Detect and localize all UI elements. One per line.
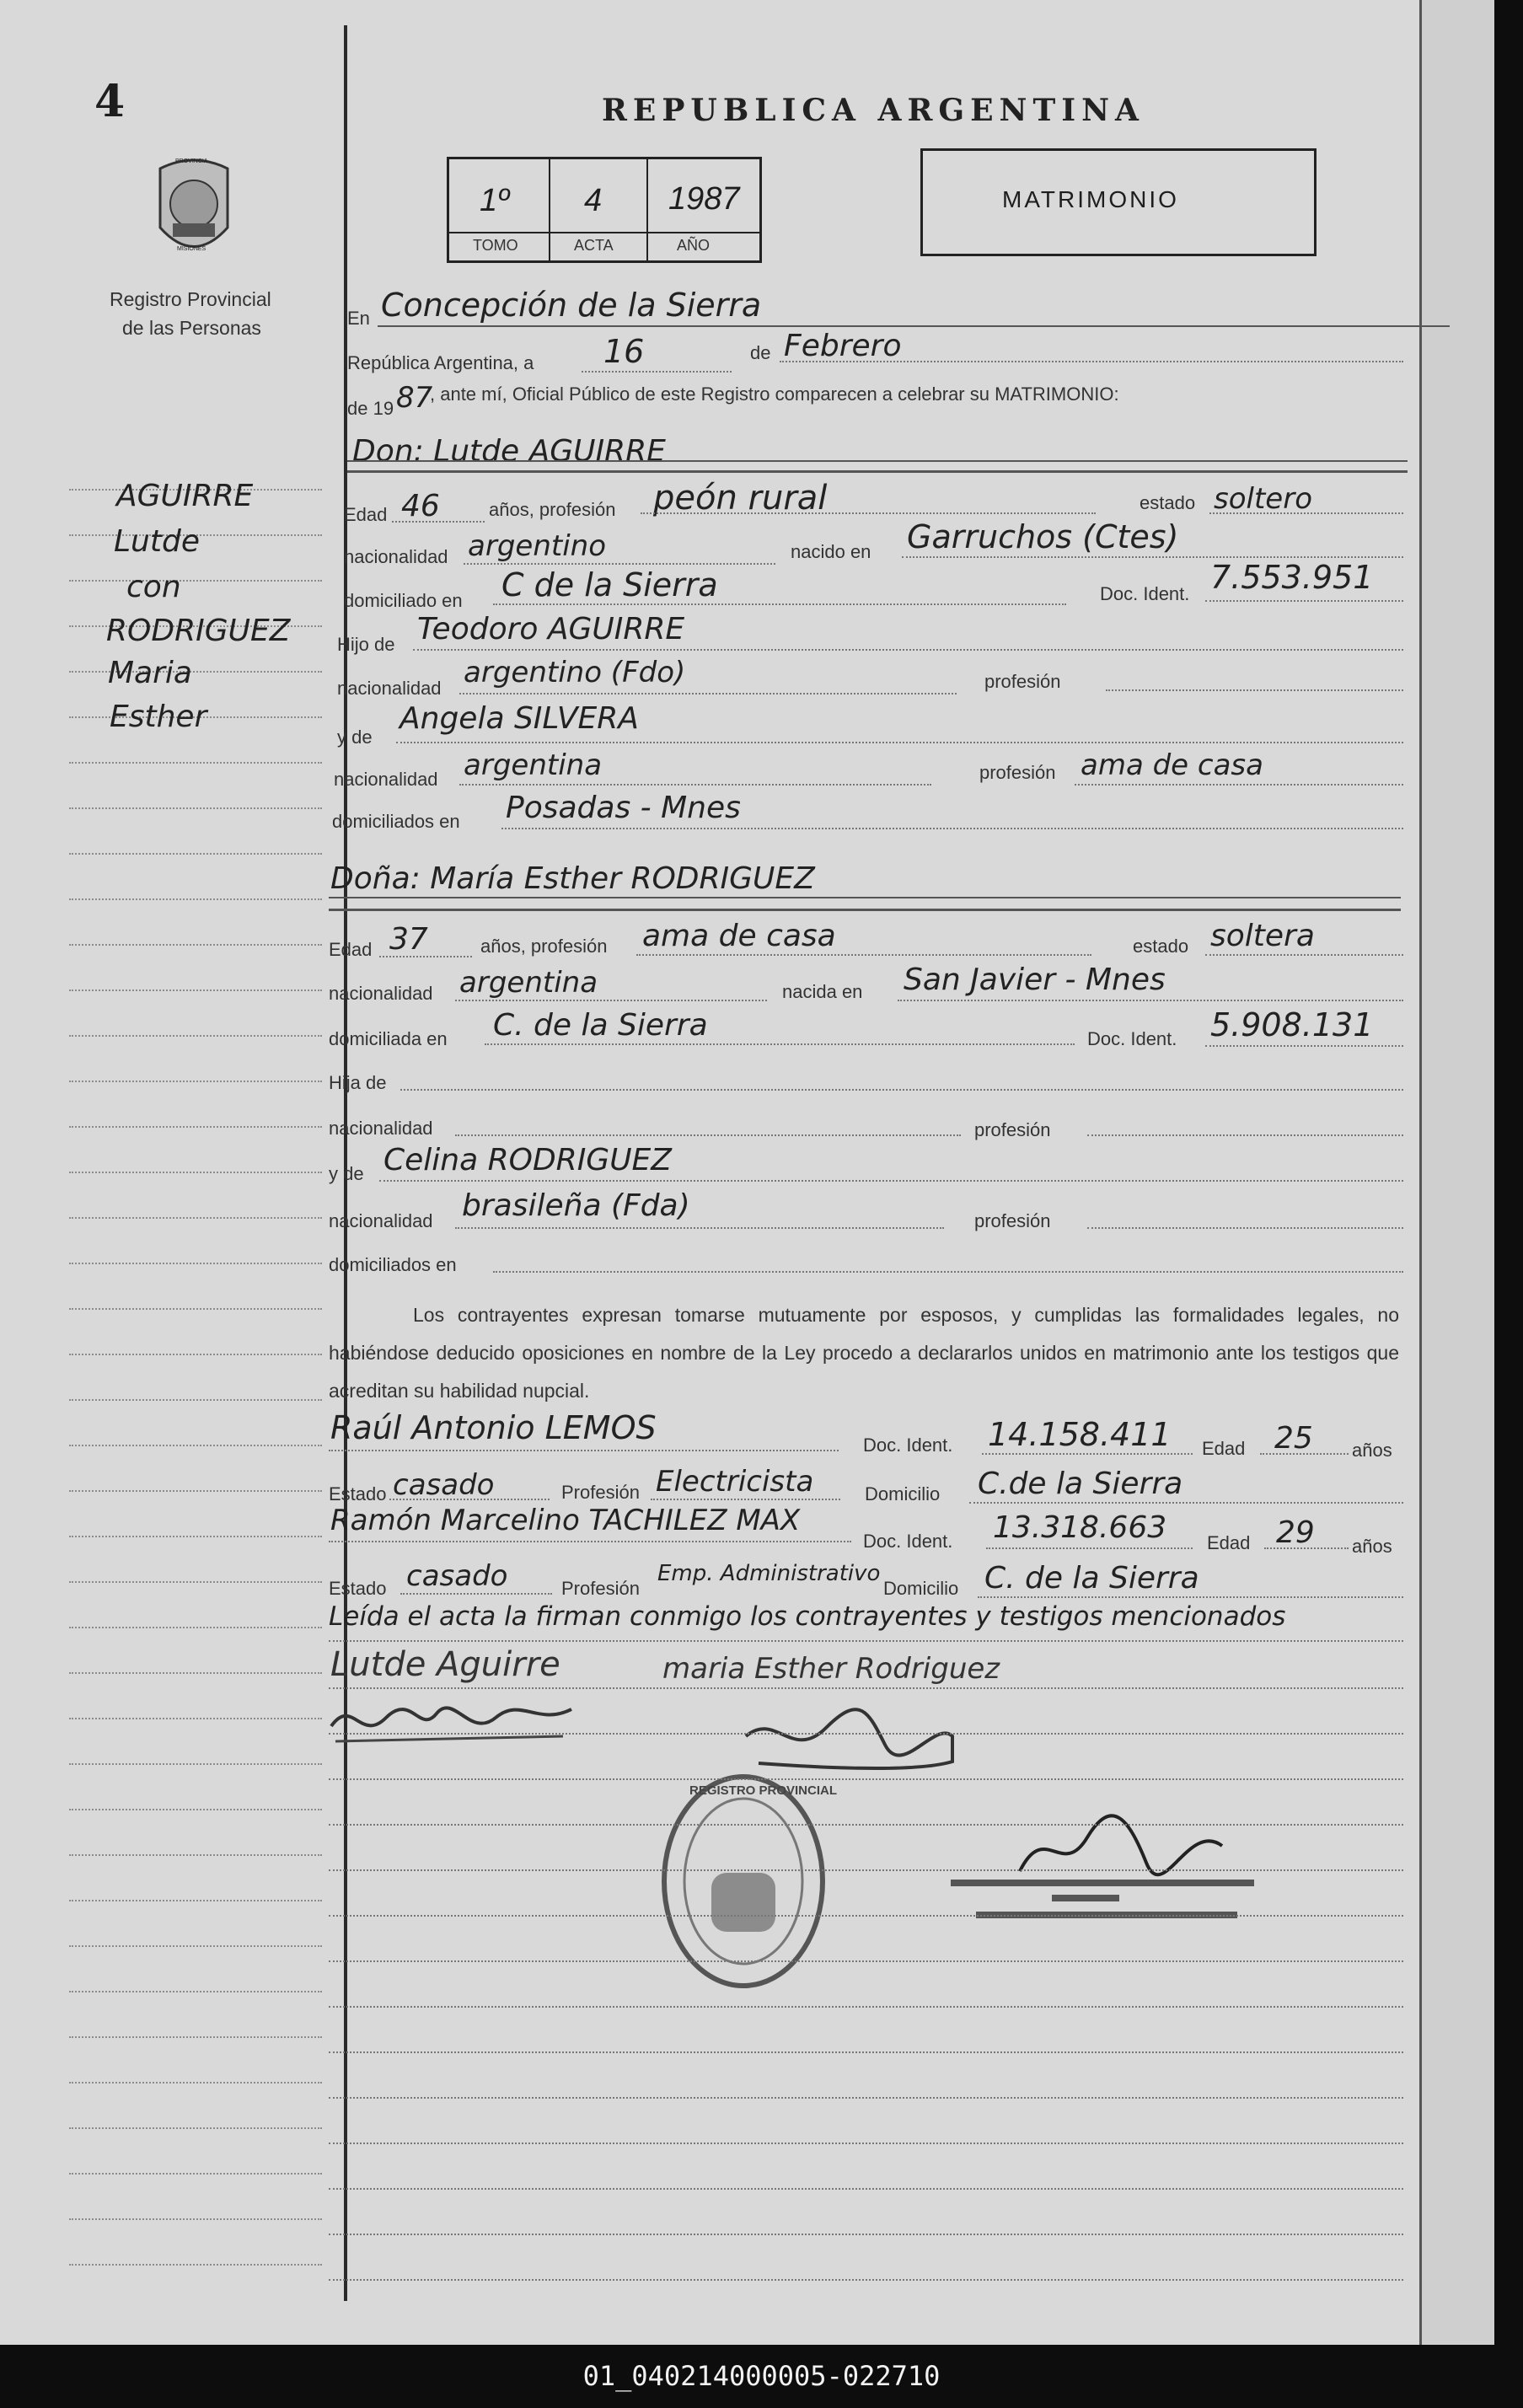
bride-hija-label: Hija de	[329, 1072, 387, 1093]
officer-stamp-text	[951, 1874, 1254, 1933]
margin-ruled-line	[69, 1809, 322, 1810]
groom-doc-label: Doc. Ident.	[1100, 583, 1190, 604]
declaration-text: Los contrayentes expresan tomarse mutuamente por esposos, y cumplidas las formalidades legales, no habiéndose deducido oposiciones en nombre de la Ley procedo a declararlos unidos en matrimonio ante los testigos que acreditan su habilidad nupcial.	[329, 1304, 1399, 1402]
groom-doc: 7.553.951	[1210, 559, 1374, 596]
groom-dom-label: domiciliado en	[344, 590, 463, 611]
groom-name: Don: Lutde AGUIRRE	[352, 434, 666, 469]
margin-ruled-line	[69, 989, 322, 991]
groom-mother-nac-label: nacionalidad	[334, 769, 438, 790]
acta-value: 4	[584, 183, 603, 218]
margin-ruled-line	[69, 1536, 322, 1537]
margin-ruled-line	[69, 2036, 322, 2038]
witness2-profession: Emp. Administrativo	[657, 1561, 881, 1586]
body-ruled-line	[329, 2279, 1403, 2281]
bride-profession: ama de casa	[642, 919, 836, 953]
witness2-anios-label: años	[1352, 1536, 1392, 1557]
groom-father-prof-label: profesión	[984, 671, 1061, 692]
witness2-doc-label: Doc. Ident.	[863, 1531, 953, 1552]
stamp-text: REGISTRO PROVINCIAL	[689, 1783, 838, 1798]
body-ruled-line	[329, 1869, 1403, 1871]
tomo-value: 1º	[480, 183, 510, 218]
witness1-status: casado	[393, 1468, 495, 1502]
witness1-age: 25	[1274, 1421, 1313, 1456]
groom-birthplace: Garruchos (Ctes)	[907, 518, 1179, 555]
bride-edad-label: Edad	[329, 939, 373, 960]
body-ruled-line	[329, 1733, 1403, 1735]
bride-birthplace: San Javier - Mnes	[904, 963, 1166, 997]
seal-text-misiones: MISIONES	[177, 246, 206, 252]
margin-ruled-line	[69, 944, 322, 946]
body-ruled-line	[329, 1960, 1403, 1962]
margin-ruled-line	[69, 1399, 322, 1401]
margin-ruled-line	[69, 1991, 322, 1992]
signature-witness1	[327, 1692, 580, 1756]
margin-name-line: Maria	[108, 656, 192, 690]
witness2-age: 29	[1276, 1515, 1315, 1550]
year-suffix: 87	[396, 381, 433, 415]
margin-ruled-line	[69, 1035, 322, 1037]
year-prefix: de 19	[347, 398, 394, 419]
groom-nationality: argentino	[468, 529, 606, 563]
witness2-name: Ramón Marcelino TACHILEZ MAX	[330, 1504, 801, 1537]
witness1-prof-label: Profesión	[561, 1482, 640, 1503]
act-type: MATRIMONIO	[1002, 186, 1179, 212]
witness2-prof-label: Profesión	[561, 1578, 640, 1599]
margin-ruled-line	[69, 1490, 322, 1492]
image-id: 01_040214000005-022710	[582, 2360, 941, 2392]
witness2-edad-label: Edad	[1207, 1532, 1251, 1553]
bride-mother-nac-label: nacionalidad	[329, 1210, 433, 1231]
bride-status: soltera	[1210, 919, 1315, 953]
en-label: En	[347, 308, 370, 329]
groom-domicile: C de la Sierra	[501, 566, 718, 603]
margin-name-line: AGUIRRE	[116, 479, 254, 513]
margin-ruled-line	[69, 1445, 322, 1446]
registry-line2: de las Personas	[122, 317, 261, 339]
anio-value: 1987	[668, 181, 740, 217]
margin-name-line: RODRIGUEZ	[106, 614, 291, 648]
signature-groom: Lutde Aguirre	[330, 1645, 560, 1684]
bride-mother-prof-label: profesión	[974, 1210, 1051, 1231]
margin-ruled-line	[69, 1354, 322, 1355]
bride-estado-label: estado	[1133, 936, 1189, 957]
groom-mother-prof-label: profesión	[979, 762, 1056, 783]
margin-ruled-line	[69, 2173, 322, 2175]
margin-ruled-line	[69, 1126, 322, 1128]
signature-bride: maria Esther Rodriguez	[662, 1652, 1000, 1686]
margin-ruled-line	[69, 762, 322, 764]
groom-yde-label: y de	[337, 727, 373, 748]
witness1-doc: 14.158.411	[988, 1416, 1172, 1453]
groom-status: soltero	[1214, 482, 1312, 516]
signature-witness2	[742, 1703, 986, 1783]
groom-mother-prof: ama de casa	[1081, 748, 1263, 782]
groom-mother-nat: argentina	[464, 748, 603, 782]
bride-nac-label: nacionalidad	[329, 983, 433, 1004]
groom-age: 46	[401, 489, 440, 523]
margin-ruled-line	[69, 1081, 322, 1082]
groom-parents-dom-label: domiciliados en	[332, 811, 460, 832]
margin-ruled-line	[69, 580, 322, 582]
margin-ruled-line	[69, 2127, 322, 2129]
seal-text-provincia: PROVINCIA	[175, 158, 208, 164]
de-label: de	[750, 342, 771, 363]
acta-label: ACTA	[574, 237, 614, 254]
bride-anios-prof-label: años, profesión	[480, 936, 608, 957]
body-ruled-line	[329, 1915, 1403, 1917]
bride-mother-nat: brasileña (Fda)	[462, 1188, 690, 1223]
bride-age: 37	[389, 922, 428, 957]
groom-nacido-label: nacido en	[791, 541, 871, 562]
bride-nationality: argentina	[459, 966, 598, 1000]
groom-profession: peón rural	[653, 479, 828, 518]
closing-text: Leída el acta la firman conmigo los contrayentes y testigos mencionados	[329, 1601, 1286, 1632]
witness1-domicile: C.de la Sierra	[978, 1467, 1183, 1501]
witness1-edad-label: Edad	[1202, 1438, 1246, 1459]
day: 16	[603, 333, 645, 370]
margin-ruled-line	[69, 1763, 322, 1765]
margin-ruled-line	[69, 853, 322, 855]
margin-ruled-line	[69, 1627, 322, 1628]
bride-mother: Celina RODRIGUEZ	[383, 1143, 672, 1177]
bride-name: Doña: María Esther RODRIGUEZ	[330, 861, 815, 896]
bride-dom-label: domiciliada en	[329, 1028, 448, 1049]
witness2-dom-label: Domicilio	[883, 1578, 959, 1599]
groom-mother: Angela SILVERA	[400, 701, 639, 736]
bride-doc-label: Doc. Ident.	[1087, 1028, 1177, 1049]
witness2-doc: 13.318.663	[993, 1510, 1167, 1545]
groom-father: Teodoro AGUIRRE	[417, 612, 685, 646]
margin-ruled-line	[69, 671, 322, 673]
witness2-status: casado	[406, 1559, 508, 1593]
place: Concepción de la Sierra	[381, 287, 762, 324]
groom-parents-domicile: Posadas - Mnes	[506, 791, 741, 825]
margin-ruled-line	[69, 1217, 322, 1219]
intro-text: , ante mí, Oficial Público de este Registro comparecen a celebrar su MATRIMONIO:	[430, 383, 1119, 405]
groom-nac-label: nacionalidad	[344, 546, 448, 567]
groom-hijo-label: Hijo de	[337, 634, 395, 655]
witness1-dom-label: Domicilio	[865, 1483, 941, 1504]
witness1-estado-label: Estado	[329, 1483, 387, 1504]
book-reference-box	[447, 157, 762, 263]
body-ruled-line	[329, 2188, 1403, 2190]
groom-father-nac-label: nacionalidad	[337, 678, 442, 699]
country-title: REPUBLICA ARGENTINA	[602, 93, 1145, 128]
page-edge	[1419, 0, 1494, 2345]
month: Febrero	[784, 329, 902, 363]
margin-ruled-line	[69, 1172, 322, 1173]
margin-ruled-line	[69, 1308, 322, 1310]
witness1-doc-label: Doc. Ident.	[863, 1435, 953, 1456]
margin-ruled-line	[69, 2264, 322, 2266]
tomo-label: TOMO	[473, 237, 518, 254]
act-type-box	[920, 148, 1317, 256]
margin-ruled-line	[69, 2218, 322, 2220]
witness1-name: Raúl Antonio LEMOS	[330, 1409, 657, 1446]
margin-ruled-line	[69, 1263, 322, 1264]
provincial-seal	[152, 152, 236, 270]
witness2-estado-label: Estado	[329, 1578, 387, 1599]
body-ruled-line	[329, 2051, 1403, 2053]
bride-father-nac-label: nacionalidad	[329, 1118, 433, 1139]
margin-name-line: Esther	[110, 700, 207, 734]
body-ruled-line	[329, 2143, 1403, 2144]
witness2-domicile: C. de la Sierra	[984, 1561, 1199, 1596]
body-ruled-line	[329, 1824, 1403, 1826]
body-ruled-line	[329, 1778, 1403, 1780]
margin-ruled-line	[69, 898, 322, 900]
margin-name-line: con	[126, 570, 181, 604]
margin-ruled-line	[69, 1900, 322, 1901]
groom-estado-label: estado	[1140, 492, 1196, 513]
bride-father-prof-label: profesión	[974, 1119, 1051, 1140]
groom-father-nat: argentino (Fdo)	[464, 656, 686, 689]
margin-ruled-line	[69, 2082, 322, 2084]
bride-yde-label: y de	[329, 1163, 364, 1184]
margin-ruled-line	[69, 807, 322, 809]
anio-label: AÑO	[677, 237, 711, 254]
margin-ruled-line	[69, 1854, 322, 1856]
bride-doc: 5.908.131	[1210, 1006, 1374, 1043]
margin-ruled-line	[69, 1581, 322, 1583]
margin-ruled-line	[69, 1672, 322, 1674]
bride-nacida-label: nacida en	[782, 981, 863, 1002]
body-ruled-line	[329, 2097, 1403, 2099]
registry-stamp	[659, 1772, 838, 1991]
groom-edad-label: Edad	[344, 504, 388, 525]
witness1-anios-label: años	[1352, 1440, 1392, 1461]
bride-parents-dom-label: domiciliados en	[329, 1254, 457, 1275]
registry-line1: Registro Provincial	[110, 288, 271, 310]
groom-anios-prof-label: años, profesión	[489, 499, 616, 520]
witness1-profession: Electricista	[656, 1465, 814, 1499]
bride-domicile: C. de la Sierra	[493, 1008, 708, 1043]
margin-name-line: Lutde	[114, 524, 200, 559]
line-labels	[449, 232, 759, 233]
body-ruled-line	[329, 2234, 1403, 2235]
rep-label: República Argentina, a	[347, 352, 534, 373]
margin-ruled-line	[69, 1945, 322, 1947]
body-ruled-line	[329, 2006, 1403, 2008]
margin-ruled-line	[69, 1718, 322, 1719]
page-number: 4	[94, 76, 126, 127]
